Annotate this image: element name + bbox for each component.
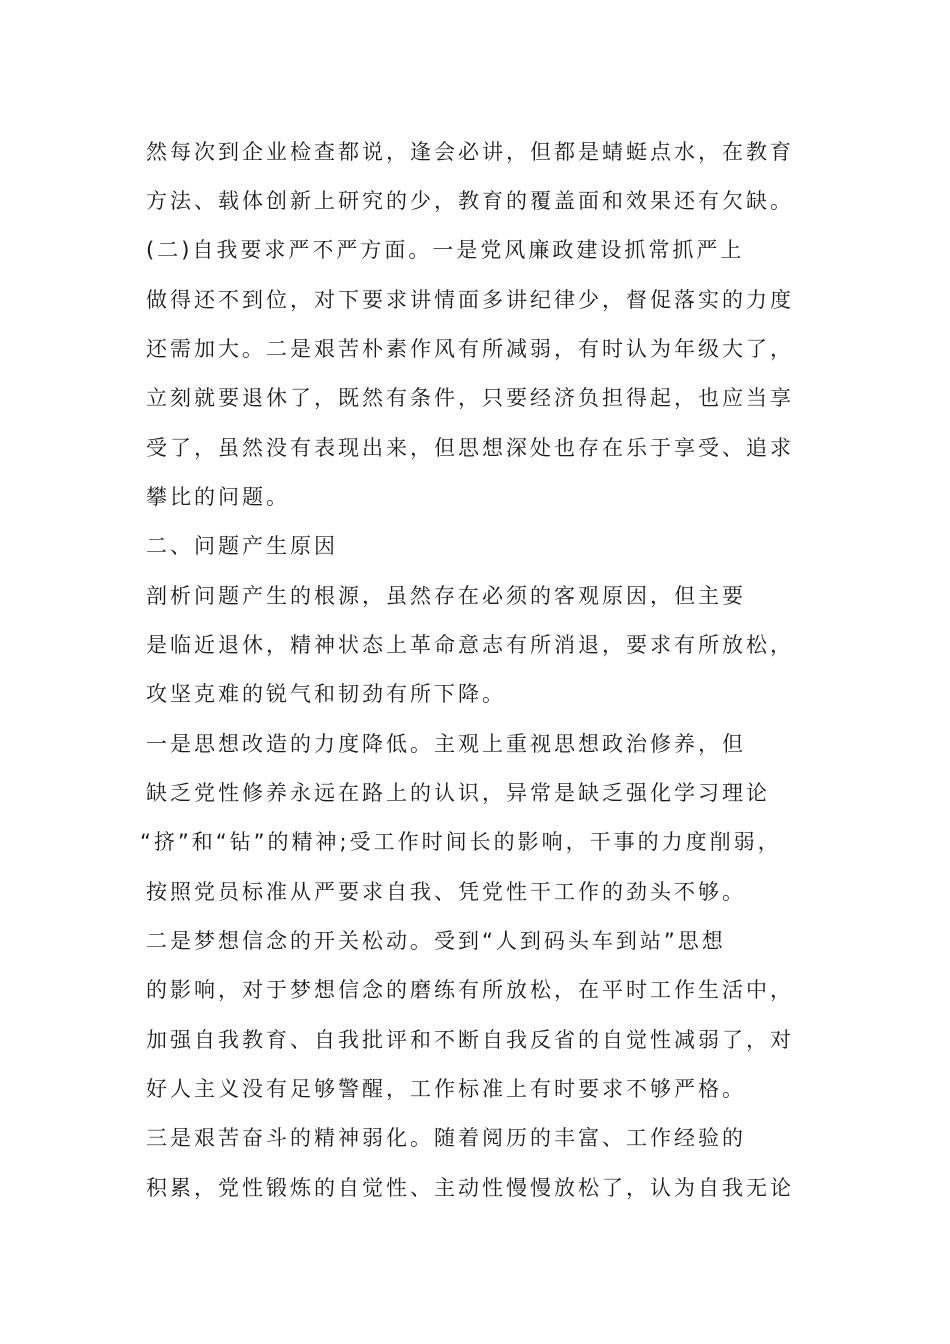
text-line: 剖析问题产生的根源，虽然存在必须的客观原因，但主要 [146, 584, 746, 608]
text-line: (二)自我要求严不严方面。一是党风廉政建设抓常抓严上 [146, 238, 745, 262]
text-line: 加强自我教育、自我批评和不断自我反省的自觉性减弱了，对 [146, 1028, 794, 1052]
text-line: 的影响，对于梦想信念的磨练有所放松，在平时工作生活中， [146, 978, 794, 1002]
text-line: 积累，党性锻炼的自觉性、主动性慢慢放松了，认为自我无论 [146, 1176, 794, 1200]
text-line: 攀比的问题。 [146, 485, 290, 509]
section-heading: 二、问题产生原因 [146, 534, 338, 558]
text-line: 受了，虽然没有表现出来，但思想深处也存在乐于享受、追求 [146, 436, 794, 460]
text-line: 按照党员标准从严要求自我、凭党性干工作的劲头不够。 [146, 880, 746, 904]
text-line: 还需加大。二是艰苦朴素作风有所减弱，有时认为年级大了， [146, 337, 794, 361]
text-line: “挤”和“钻”的精神;受工作时间长的影响，干事的力度削弱， [140, 830, 782, 854]
text-line: 三是艰苦奋斗的精神弱化。随着阅历的丰富、工作经验的 [146, 1126, 746, 1150]
text-line: 二是梦想信念的开关松动。受到“人到码头车到站”思想 [146, 929, 726, 953]
text-line: 方法、载体创新上研究的少，教育的覆盖面和效果还有欠缺。 [146, 189, 794, 213]
text-line: 是临近退休，精神状态上革命意志有所消退，要求有所放松， [146, 633, 794, 657]
text-line: 一是思想改造的力度降低。主观上重视思想政治修养，但 [146, 732, 746, 756]
text-line: 攻坚克难的锐气和韧劲有所下降。 [146, 682, 506, 706]
text-line: 好人主义没有足够警醒，工作标准上有时要求不够严格。 [146, 1077, 746, 1101]
text-line: 缺乏党性修养永远在路上的认识，异常是缺乏强化学习理论 [146, 781, 770, 805]
text-line: 然每次到企业检查都说，逢会必讲，但都是蜻蜓点水，在教育 [146, 140, 794, 164]
text-line: 立刻就要退休了，既然有条件，只要经济负担得起，也应当享 [146, 386, 794, 410]
text-line: 做得还不到位，对下要求讲情面多讲纪律少，督促落实的力度 [146, 288, 794, 312]
